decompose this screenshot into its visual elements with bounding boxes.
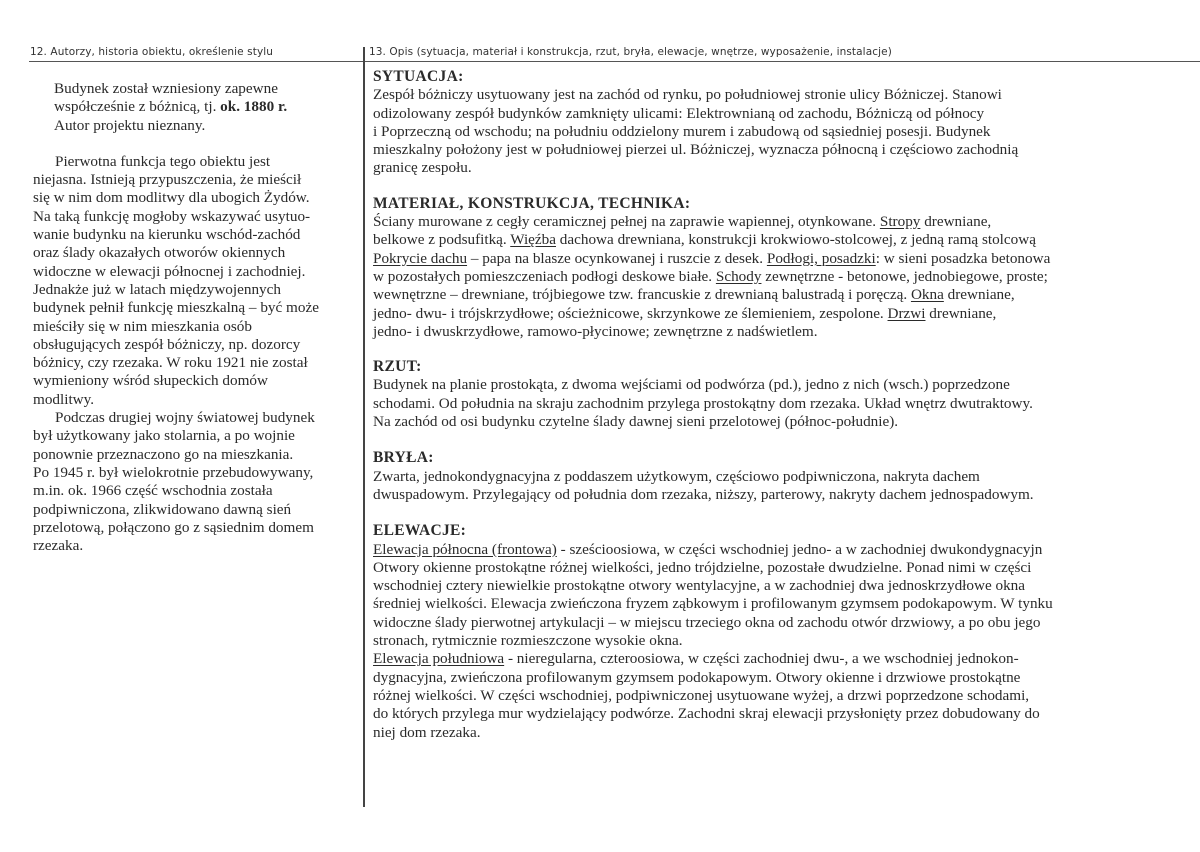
text-line: Zespół bóżniczy usytuowany jest na zachód od rynku, po południowej stronie ulicy Bóżniczej. Stanowi [373, 86, 1002, 104]
section-elewacje [373, 522, 1193, 742]
text-line: widoczne w elewacji północnej i zachodniej. [33, 262, 306, 280]
text-line: Pokrycie dachu – papa na blasze ocynkowanej i ruszcie z desek. Podłogi, posadzki: w sieni posadzka betonowa [373, 249, 1051, 267]
text-line: Po 1945 r. był wielokrotnie przebudowywany, [33, 463, 314, 481]
text-line: ponownie przeznaczono go na mieszkania. [33, 445, 294, 463]
text-line: do których przylega mur wydzielający podwórze. Zachodni skraj elewacji przysłonięty przez dobudowany do [373, 705, 1040, 723]
text-line: Autor projektu nieznany. [54, 116, 206, 134]
text-line: Jednakże już w latach międzywojennych [33, 280, 281, 298]
column-divider [363, 47, 365, 807]
text-line: Pierwotna funkcja tego obiektu jest [55, 152, 271, 170]
text-line: Elewacja południowa - nieregularna, czteroosiowa, w części zachodniej dwu-, a we wschodniej jednokon- [373, 650, 1019, 668]
section-title: MATERIAŁ, KONSTRUKCJA, TECHNIKA: [373, 194, 691, 212]
text-line: odizolowany zespół budynków zamknięty ulicami: Elektrownianą od zachodu, Bóżniczą od północy [373, 104, 985, 122]
text-line: Ściany murowane z cegły ceramicznej pełnej na zaprawie wapiennej, otynkowane. Stropy drewniane, [373, 213, 992, 231]
section-title: RZUT: [373, 358, 422, 376]
text-line: średniej wielkości. Elewacja zwieńczona fryzem ząbkowym i profilowanym gzymsem podokapowym. W tynku [373, 595, 1053, 613]
term-podlogi: Podłogi, posadzki [766, 249, 876, 267]
term-stropy: Stropy [879, 213, 921, 231]
text-line: Zwarta, jednokondygnacyjna z poddaszem użytkowym, częściowo podpiwniczona, nakryta dachem [373, 467, 980, 485]
text-line: stronach, rytmicznie rozmieszczone wysokie okna. [373, 632, 683, 650]
description-column [373, 68, 1193, 760]
text-line: jedno- dwu- i trójskrzydłowe; ościeżnicowe, skrzynkowe ze ślemieniem, zespolone. Drzwi drewniane, [373, 304, 997, 322]
section-title: BRYŁA: [373, 449, 434, 467]
date-emphasis: ok. 1880 r. [220, 98, 288, 116]
section-title: ELEWACJE: [373, 522, 467, 540]
text-line: obsługujących zespół bóżniczy, np. dozorcy [33, 335, 301, 353]
term-pokrycie: Pokrycie dachu [373, 249, 468, 267]
section-body [373, 541, 1193, 742]
text-line: niejasna. Istnieją przypuszczenia, że mieścił [33, 171, 302, 189]
text-line: dygnacyjna, zwieńczona profilowanym gzymsem podokapowym. Otwory okienne i drzwiowe prostokątne [373, 668, 1021, 686]
text-line: przelotową, połączono go z sąsiednim domem [33, 518, 314, 536]
text-line: modlitwy. [33, 390, 95, 408]
text-line: m.in. ok. 1966 część wschodnia została [33, 482, 273, 500]
section-body [373, 376, 1193, 431]
history-paragraph-2 [33, 153, 351, 409]
term-schody: Schody [715, 267, 762, 285]
section-body [373, 213, 1193, 341]
section-13-header: 13. Opis (sytuacja, materiał i konstrukcja, rzut, bryła, elewacje, wnętrze, wyposażenie, instalacje) [369, 46, 892, 58]
text-line: Budynek został wzniesiony zapewne [54, 80, 278, 97]
section-material [373, 195, 1193, 341]
text-line: mieściły się w nim mieszkania osób [33, 317, 252, 335]
text-line: Na zachód od osi budynku czytelne ślady dawnej sieni przelotowej (północ-południe). [373, 413, 899, 431]
history-column [33, 80, 351, 555]
text-line: różnej wielkości. W części wschodniej, podpiwniczonej usytuowane wyżej, a drzwi poprzedzone schodami, [373, 686, 1030, 704]
text-line: był użytkowany jako stolarnia, a po wojnie [33, 427, 295, 445]
text-line: Na taką funkcję mogłoby wskazywać usytuo- [33, 207, 311, 225]
text-line: Elewacja północna (frontowa) - sześcioosiowa, w części wschodniej jedno- a w zachodniej dwukondygnacyjn [373, 540, 1043, 558]
section-title: SYTUACJA: [373, 68, 464, 85]
text-line: dwuspadowym. Przylegający od południa dom rzezaka, niższy, parterowy, nakryty dachem jednospadowym. [373, 485, 1034, 503]
text-line: Budynek na planie prostokąta, z dwoma wejściami od podwórza (pd.), jedno z nich (wsch.) poprzedzone [373, 376, 1010, 394]
text-line: schodami. Od południa na skraju zachodnim przylega prostokątny dom rzezaka. Układ wnętrz dwutraktowy. [373, 394, 1033, 412]
term-elewacja-poludniowa: Elewacja południowa [373, 650, 505, 668]
text-line: jedno- i dwuskrzydłowe, ramowo-płycinowe; zewnętrzne z nadświetlem. [373, 322, 818, 340]
text-line: rzezaka. [33, 537, 84, 555]
text-line: podpiwniczona, zlikwidowano dawną sień [33, 500, 292, 518]
section-bryla [373, 449, 1193, 504]
text-line: się w nim dom modlitwy dla ubogich Żydów. [33, 189, 310, 207]
section-body [373, 86, 1193, 177]
text-line: oraz ślady okazałych otworów okiennych [33, 244, 286, 262]
text-line: granicę zespołu. [373, 159, 472, 177]
term-drzwi: Drzwi [887, 304, 926, 322]
text-line: w pozostałych pomieszczeniach podłogi deskowe białe. Schody zewnętrzne - betonowe, jednobiegowe, proste; [373, 267, 1048, 285]
text-line: niej dom rzezaka. [373, 723, 481, 741]
text-line: wymieniony wśród słupeckich domów [33, 372, 268, 390]
text-line: Podczas drugiej wojny światowej budynek [55, 409, 315, 427]
history-paragraph-3 [33, 409, 351, 555]
text-line: budynek pełnił funkcję mieszkalną – być może [33, 299, 319, 317]
header-rule [29, 61, 1200, 62]
history-paragraph-1 [33, 80, 351, 135]
text-line: wewnętrzne – drewniane, trójbiegowe tzw. francuskie z drewnianą balustradą i poręczą. Okna drewniane, [373, 286, 1015, 304]
text-line: i Poprzeczną od wschodu; na południu oddzielony murem i zabudową od sąsiedniej posesji. Budynek [373, 122, 991, 140]
text-line: Otwory okienne prostokątne różnej wielkości, jedno trójdzielne, pozostałe dwudzielne. Ponad nimi w części [373, 558, 1032, 576]
text-line: współcześnie z bóżnicą, tj. ok. 1880 r. [54, 98, 288, 116]
section-body [373, 468, 1193, 505]
text-line: wschodniej cztery niewielkie prostokątne otwory wentylacyjne, a w zachodniej dwa jednoskrzydłowe okna [373, 577, 1026, 595]
term-wiezba: Więźba [510, 231, 556, 249]
text-line: widoczne ślady pierwotnej artykulacji – w miejscu trzeciego okna od zachodu otwór drzwiowy, a po obu jego [373, 613, 1041, 631]
term-okna: Okna [910, 286, 944, 304]
section-12-header: 12. Autorzy, historia obiektu, określenie stylu [30, 46, 274, 58]
text-line: mieszkalny położony jest w południowej pierzei ul. Bóżniczej, wyznacza północną i częściowo zachodnią [373, 141, 1019, 159]
text-line: belkowe z podsufitką. Więźba dachowa drewniana, konstrukcji krokwiowo-stolcowej, z jedną ramą stolcową [373, 231, 1036, 249]
text-line: wanie budynku na kierunku wschód-zachód [33, 226, 301, 244]
section-sytuacja [373, 68, 1193, 178]
text-line: bóżnicy, czy rzezaka. W roku 1921 nie został [33, 354, 308, 372]
term-elewacja-polnocna: Elewacja północna (frontowa) [373, 540, 557, 558]
section-rzut [373, 358, 1193, 431]
